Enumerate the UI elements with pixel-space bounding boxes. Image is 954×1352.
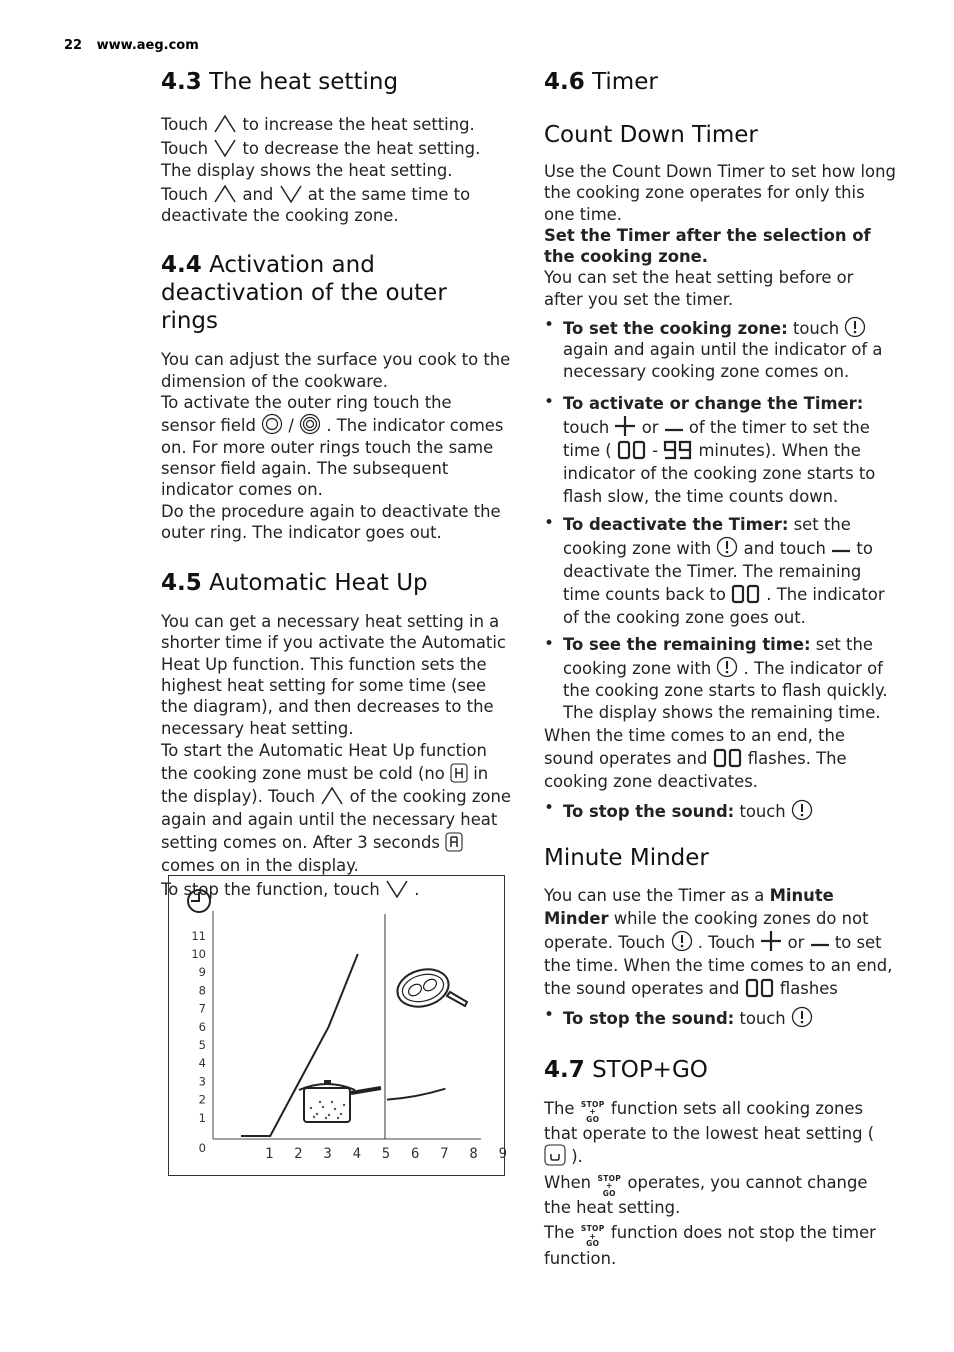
lowest-heat-icon: [544, 1144, 566, 1166]
section-4-4-title: 4.4 Activation and deactivation of the outer rings: [161, 252, 447, 335]
stop-go-icon: STOP + GO: [580, 1224, 605, 1249]
x-tick-label: 5: [381, 1146, 391, 1162]
display-00-icon: [731, 584, 761, 604]
section-4-5-title: 4.5 Automatic Heat Up: [161, 570, 428, 597]
minus-icon: [810, 938, 830, 952]
stopgo-p2: When STOP + GO operates, you cannot change the heat setting.: [544, 1172, 868, 1218]
right-column: [544, 68, 896, 1269]
x-tick-label: 1: [264, 1146, 274, 1162]
outer-rings-p3: Do the procedure again to deactivate the outer ring. The indicator goes out.: [161, 501, 501, 542]
x-tick-label: 4: [352, 1146, 362, 1162]
list-item: • To deactivate the Timer: set the cooking zone with and touch to deactivate the Timer. The remaining time counts back to . The indicator of the cooking zone goes out.: [544, 513, 896, 629]
necessary-heat-series-line: [387, 1089, 445, 1100]
y-tick-label: 3: [198, 1074, 206, 1089]
y-tick-label: 2: [198, 1092, 206, 1107]
up-arrow-icon: [320, 786, 344, 806]
a-display-icon: [445, 832, 463, 852]
heat-setting-increase: Touch to increase the heat setting.: [161, 115, 475, 134]
timer-icon: [671, 930, 693, 952]
heat-up-diagram: [168, 875, 508, 1176]
double-ring-icon: [299, 413, 321, 435]
display-shows-heat: The display shows the heat setting.: [161, 160, 453, 180]
single-ring-icon: [261, 413, 283, 435]
heat-up-chart: [169, 876, 508, 1175]
timer-icon: [844, 316, 866, 338]
timer-icon: [716, 656, 738, 678]
x-tick-label: 8: [469, 1146, 478, 1162]
list-item: • To stop the sound: touch: [544, 1006, 896, 1029]
x-tick-label: 9: [498, 1146, 508, 1162]
y-tick-label: 9: [198, 965, 206, 980]
display-00-icon: [745, 978, 775, 998]
auto-heat-p1: You can get a necessary heat setting in a shorter time if you activate the Automatic Heat Up function. This function sets the highest heat setting for some time (see the diagram), and then decreases to the necessary heat setting.: [161, 612, 506, 738]
page-header: [64, 38, 209, 53]
heat-setting-decrease: Touch to decrease the heat setting.: [161, 139, 481, 159]
up-arrow-icon: [213, 114, 237, 134]
timer-icon: [716, 536, 738, 558]
site-url: www.aeg.com: [96, 38, 199, 53]
minute-minder-title: Minute Minder: [544, 845, 709, 872]
pot-icon: [299, 1080, 381, 1122]
timer-p3: You can set the heat setting before or after you set the timer.: [544, 268, 854, 309]
deactivate-zone-text: Touch and at the same time to deactivate the cooking zone.: [161, 184, 471, 226]
section-4-6-title: 4.6 Timer: [544, 69, 658, 95]
y-tick-label: 1: [198, 1110, 206, 1125]
x-tick-label: 2: [294, 1146, 303, 1162]
auto-heat-stop: To stop the function, touch .: [161, 879, 420, 899]
y-tick-label: 7: [198, 1001, 206, 1016]
left-column: [161, 68, 511, 900]
x-tick-label: 3: [323, 1146, 332, 1162]
up-arrow-icon: [213, 184, 237, 204]
timer-steps: [544, 316, 896, 724]
list-item: • To see the remaining time: set the cooking zone with . The indicator of the cooking zone starts to flash quickly. The display shows the remaining time.: [544, 634, 896, 724]
timer-p2: Set the Timer after the selection of the cooking zone.: [544, 225, 871, 267]
x-tick-label: 7: [440, 1146, 449, 1162]
stop-go-icon: STOP + GO: [580, 1099, 605, 1124]
timer-p1: Use the Count Down Timer to set how long the cooking zone operates for only this one time.: [544, 162, 896, 224]
y-tick-label: 0: [198, 1141, 206, 1155]
stop-go-icon: STOP + GO: [597, 1173, 622, 1198]
auto-heat-p2: To start the Automatic Heat Up function the cooking zone must be cold (no in the display). Touch of the cooking zone again and again until the necessary heat setting comes on. After 3 seconds comes on in the display.: [161, 740, 511, 875]
stopgo-p1: The STOP + GO function sets all cooking zones that operate to the lowest heat setting ( ).: [544, 1098, 875, 1167]
section-4-3-title: 4.3 The heat setting: [161, 69, 399, 95]
section-4-7-title: 4.7 STOP+GO: [544, 1056, 708, 1083]
display-99-icon: [663, 440, 693, 460]
frying-pan-icon: [393, 964, 467, 1012]
minute-minder-text: You can use the Timer as a Minute Minder while the cooking zones do not operate. Touch . Touch or to set the time. When the time comes to an end, the sound operates and flashes: [544, 886, 893, 999]
count-down-timer-title: Count Down Timer: [544, 122, 758, 148]
outer-rings-p2: To activate the outer ring touch the sensor field / . The indicator comes on. For more outer rings touch the same sensor field again. The subsequent indicator comes on.: [161, 393, 504, 500]
timer-icon: [791, 799, 813, 821]
timer-icon: [791, 1006, 813, 1028]
down-arrow-icon: [279, 184, 303, 204]
heat-up-series-line: [241, 954, 358, 1136]
minus-icon: [831, 544, 851, 558]
y-tick-label: 6: [198, 1019, 206, 1034]
y-tick-label: 11: [191, 928, 206, 943]
display-00-icon: [617, 440, 647, 460]
y-tick-label: 8: [198, 983, 206, 998]
minus-icon: [664, 423, 684, 437]
display-00-icon: [713, 748, 743, 768]
list-item: • To stop the sound: touch: [544, 799, 896, 822]
plus-icon: [760, 930, 782, 952]
timer-end-text: When the time comes to an end, the sound operates and flashes. The cooking zone deactivates.: [544, 725, 847, 791]
plus-icon: [614, 415, 636, 437]
list-item: • To activate or change the Timer: touch or of the timer to set the time ( - minutes). When the indicator of the cooking zone starts to flash slow, the time counts down.: [544, 392, 896, 508]
x-tick-label: 6: [410, 1146, 420, 1162]
y-tick-label: 10: [191, 947, 206, 961]
y-tick-label: 5: [198, 1038, 206, 1052]
list-item: • To set the cooking zone: touch again and again until the indicator of a necessary cooking zone comes on.: [544, 316, 896, 382]
down-arrow-icon: [213, 138, 237, 158]
stopgo-p3: The STOP + GO function does not stop the timer function.: [544, 1223, 876, 1268]
h-display-icon: [450, 763, 468, 783]
clock-icon: [188, 890, 210, 912]
page-number: 22: [64, 38, 83, 53]
y-tick-label: 4: [198, 1056, 206, 1071]
outer-rings-p1: You can adjust the surface you cook to the dimension of the cookware.: [161, 350, 511, 391]
